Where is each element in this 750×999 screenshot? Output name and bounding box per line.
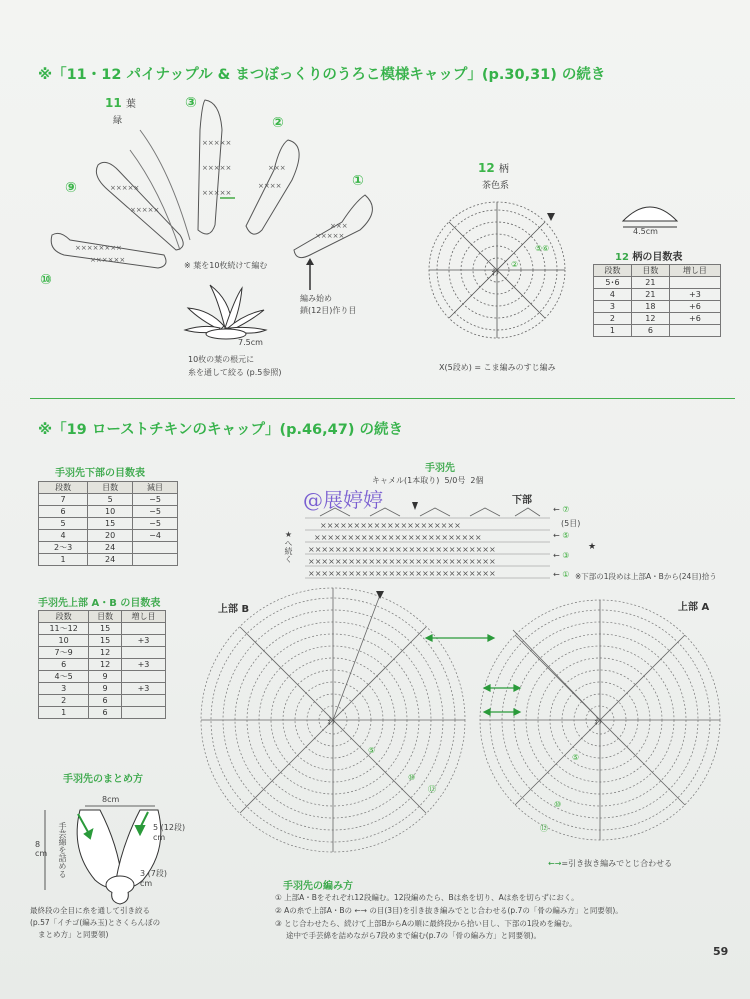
svg-text:×××××: ××××× [110,184,140,192]
svg-text:××××××××××××××××××××××××××××: ×××××××××××××××××××××××××××× [308,569,496,578]
svg-text:×××: ××× [330,222,348,230]
upper-a-label: 上部 A [678,602,710,613]
method-step1: ① 上部A・Bをそれぞれ12段編む。12段編めたら、Bは糸を切り、Aは糸を切らずにおく。 [275,893,579,902]
row-label-3: ← ③ [553,551,570,560]
badge-10: ⑩ [40,272,52,288]
svg-text:わ: わ [594,717,602,726]
assembly-stuff-note: 手芸綿を詰める [58,822,67,878]
svg-text:×××××××××××××××××××××: ××××××××××××××××××××× [320,521,461,530]
leaf-number: 11 葉 [105,96,136,110]
assembly-note1: 最終段の全目に糸を通して引き絞る [30,906,150,915]
badge-1: ① [352,173,364,189]
row-label-7: ← ⑦ [553,505,570,514]
svg-text:×××××××××××××××××××××××××: ××××××××××××××××××××××××× [314,533,482,542]
svg-text:わ: わ [491,268,499,277]
stem-size: 4.5cm [633,227,658,236]
svg-text:××××××××: ×××××××× [75,244,122,252]
svg-text:×××××: ××××× [130,206,160,214]
method-step2: ② Aの糸で上部A・Bの ←→ の目(3目)を引き抜き編みでとじ合わせる(p.7の「骨の編み方」と同要領)。 [275,906,623,915]
leaf-gather-note2: 糸を通して絞る (p.5参照) [188,368,282,377]
stem-table-title: 12 柄の目数表 [615,252,683,263]
svg-text:×××××: ××××× [202,139,232,147]
join-arrows [420,630,530,720]
leaf-start-label: 編み始め [300,294,332,303]
star-mark: ★ [588,542,597,552]
badge-2: ② [272,115,284,131]
section-divider [30,398,735,399]
assembly-top-dim: 8cm [102,795,120,804]
upper-count-table: 段数 目数 増し目 11〜12 15 10 15 +3 7〜9 12 6 12 +3 4〜5 9 3 9 +3 2 6 1 6 [38,610,166,719]
lower-table-title: 手羽先下部の目数表 [55,468,145,479]
leaf-repeat-note: ※ 葉を10枚続けて編む [184,261,268,270]
leaf-start-chain: 鎖(12目)作り目 [300,306,357,315]
wing-lower-label: 下部 [512,495,532,506]
page-number: 59 [713,945,729,958]
assembly-note2: (p.57「イチゴ(編み玉)とさくらんぼの [30,918,161,927]
svg-text:⑤: ⑤ [572,753,580,762]
row-label-5: ← ⑤ [553,531,570,540]
leaf-color: 緑 [113,116,123,126]
assembly-note3: まとめ方」と同要領) [38,930,109,939]
svg-text:⑩: ⑩ [554,800,562,809]
badge-3: ③ [185,95,197,111]
svg-text:××××××××××××××××××××××××××××: ×××××××××××××××××××××××××××× [308,545,496,554]
badge-9: ⑨ [65,180,77,196]
lower-count-table: 段数 目数 減目 7 5 −5 6 10 −5 5 15 −5 4 20 −4 2〜3 24 1 24 [38,481,178,566]
assembly-left-dim: 8 cm [35,840,48,858]
svg-text:×××××: ××××× [202,189,232,197]
leaf-size: 7.5cm [238,338,263,347]
svg-text:⑫: ⑫ [540,824,548,833]
assembly-title: 手羽先のまとめ方 [63,774,143,785]
wing-yarn: キャメル(1本取り) 5/0号 2個 [372,476,484,485]
svg-text:××××××: ×××××× [90,256,126,264]
method-title: 手羽先の編み方 [283,881,353,892]
svg-text:×××××: ××××× [315,232,345,240]
upper-b-round-chart [200,585,475,855]
svg-text:⑤⑥: ⑤⑥ [535,244,550,253]
method-step3b: 途中で手芸綿を詰めながら7段めまで編む(p.7の「骨の編み方」と同要領)。 [286,931,542,940]
section-header-pineapple: ※「11・12 パイナップル & まつぼっくりのうろこ模様キャップ」(p.30,31) の続き [38,67,606,83]
section-header-chicken: ※「19 ローストチキンのキャップ」(p.46,47) の続き [38,422,404,438]
assembly-dim1: 5 (12段) cm [153,823,186,842]
svg-text:×××: ××× [268,164,286,172]
wing-title: 手羽先 [425,463,455,474]
svg-text:××××: ×××× [258,182,282,190]
assembly-dim2: 3 (7段) cm [140,869,167,888]
svg-text:⑫: ⑫ [428,785,436,794]
svg-text:××××××××××××××××××××××××××××: ×××××××××××××××××××××××××××× [308,557,496,566]
assembly-illustration [40,800,180,910]
stem-legend: X(5段め) = こま編みのすじ編み [439,363,556,372]
stem-round-chart [425,195,575,345]
svg-text:⑩: ⑩ [408,773,416,782]
svg-text:わ: わ [327,717,335,726]
svg-text:②: ② [511,260,519,269]
join-legend: ←→=引き抜き編みでとじ合わせる [548,859,673,868]
row-label-5-stitches: (5目) [561,519,581,528]
lower-first-row-note: ※下部の1段めは上部A・Bから(24目)拾う [575,572,717,581]
upper-b-label: 上部 B [218,604,250,615]
continue-mark: ★へ続く [284,530,293,563]
row-label-1: ← ① [553,570,570,579]
watermark: @展婷婷 [303,488,383,512]
svg-text:×××××: ××××× [202,164,232,172]
stem-color: 茶色系 [482,181,510,191]
method-step3: ③ とじ合わせたら、続けて上部BからAの順に最終段から拾い目し、下部の1段めを編む。 [275,919,577,928]
stem-number: 12 柄 [478,161,509,175]
leaf-gather-note1: 10枚の葉の根元に [188,355,255,364]
svg-text:⑤: ⑤ [368,746,376,755]
stem-count-table: 段数 目数 増し目 5･6 21 4 21 +3 3 18 +6 2 12 +6 1 6 [593,264,721,337]
upper-table-title: 手羽先上部 A・B の目数表 [38,598,161,609]
